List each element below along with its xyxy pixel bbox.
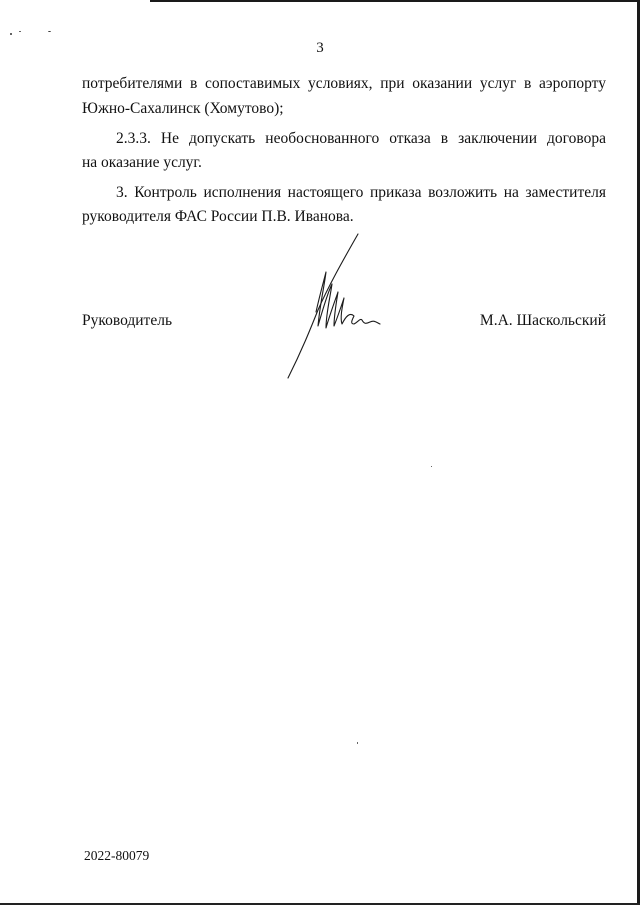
paragraph-line: потребителями в сопоставимых условиях, при оказании услуг в аэропорту — [82, 75, 606, 92]
paragraph-line: руководителя ФАС России П.В. Иванова. — [82, 208, 354, 225]
paragraph-line: 2.3.3. Не допускать необоснованного отказа в заключении договора — [116, 130, 606, 147]
scan-speck — [19, 31, 21, 32]
signatory-name: М.А. Шаскольский — [479, 312, 606, 329]
scan-speck — [10, 33, 12, 35]
paragraph-line: 3. Контроль исполнения настоящего приказа возложить на заместителя — [116, 184, 606, 201]
scan-edge-top — [150, 0, 640, 2]
signatory-title: Руководитель — [82, 312, 173, 329]
scan-speck — [431, 466, 432, 467]
paragraph-line: Южно-Сахалинск (Хомутово); — [82, 100, 284, 117]
paragraph-line: на оказание услуг. — [82, 154, 202, 171]
page-number: 3 — [316, 40, 324, 56]
signature-block — [82, 312, 606, 332]
handwritten-signature — [280, 232, 390, 382]
scan-speck — [357, 742, 358, 744]
scan-speck — [48, 31, 51, 32]
document-code: 2022-80079 — [84, 848, 150, 863]
